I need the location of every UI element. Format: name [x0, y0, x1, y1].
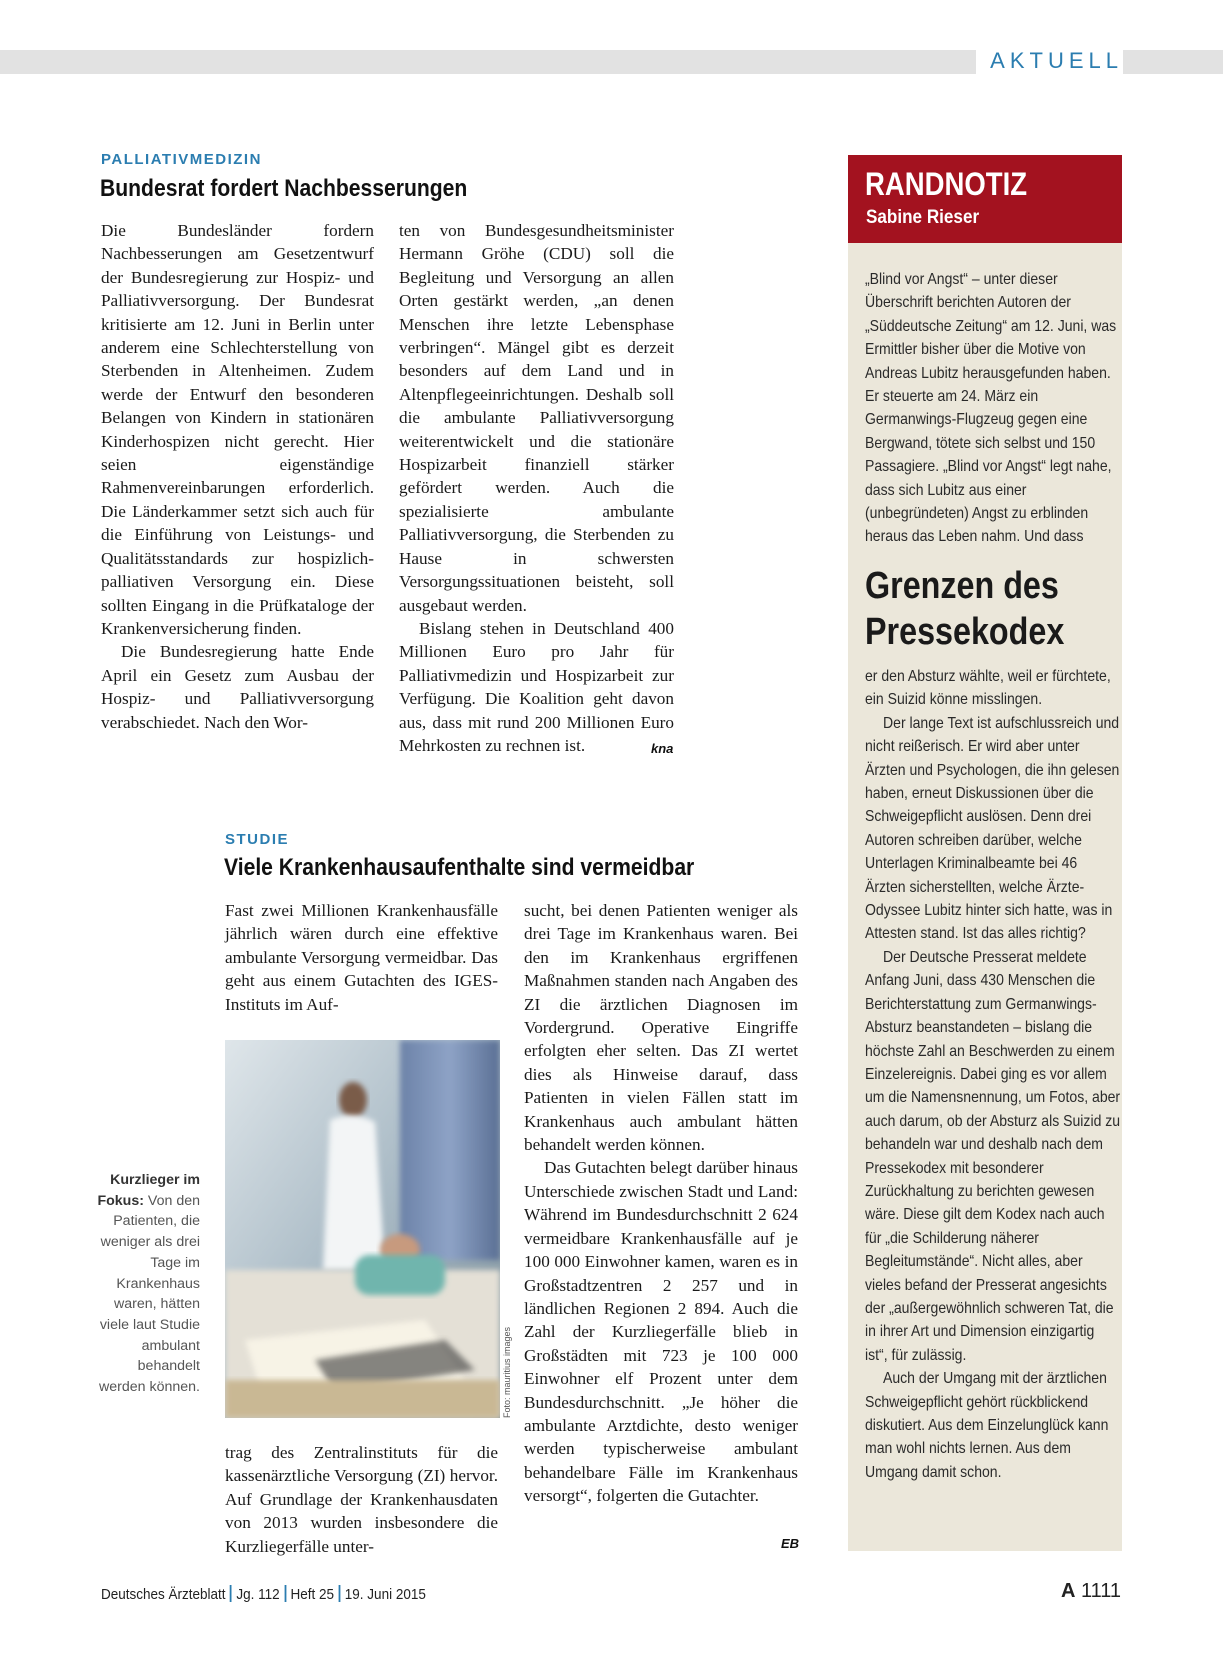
caption-lead: Kurzlieger im Fokus: — [97, 1172, 200, 1209]
article1-signature: kna — [651, 741, 674, 756]
footer-separator — [338, 1585, 340, 1602]
article2-column-1-top — [225, 899, 498, 1016]
paragraph: Das Gutachten belegt darüber hinaus Unterschiede zwischen Stadt und Land: Während im Bundesdurchschnitt 2 624 vermeidbare Krankenhausfälle auf je 100 000 Einwohner kamen, waren es in Großstadtzentren 2 257 und in ländlichen Regionen 2 894. Auch die Zahl der Kurzliegerfälle blieb in Großstädten mit 723 je 100 000 Einwohner elf Prozent unter dem Bundesdurchschnitt. „Je höher die ambulante Arztdichte, desto weniger werden typischerweise ambulant behandelbare Fälle im Krankenhaus versorgt“, folgerten die Gutachter. — [524, 1158, 798, 1506]
sidebar-big-title: Grenzen des Pressekodex — [865, 565, 1065, 653]
volume: Jg. 112 — [236, 1586, 280, 1603]
article2-signature: EB — [781, 1536, 800, 1551]
article1-headline: Bundesrat fordert Nachbesserungen — [100, 175, 468, 202]
hospital-photo — [225, 1040, 500, 1418]
paragraph: ten von Bundesgesundheitsminister Hermann Gröhe (CDU) soll die Begleitung und Versorgung an allen Orten gestärkt werden, „an denen Menschen ihre letzte Lebensphase verbringen“. Mängel gibt es derzeit besonders auf dem Land und in Altenpflegeeinrichtungen. Deshalb soll die ambulante Palliativversorgung weiterentwickelt und die stationäre Hospizarbeit finanziell stärker gefördert werden. Auch die spezialisierte ambulante Palliativversorgung, die Sterbenden zu Hause in schwersten Versorgungssituationen beisteht, soll ausgebaut werden. — [399, 221, 674, 615]
article1-column-2 — [399, 219, 674, 757]
photo-caption — [96, 1170, 200, 1398]
page-number — [1061, 1580, 1121, 1603]
paragraph: Bislang stehen in Deutschland 400 Millionen Euro pro Jahr für Palliativmedizin und Hospizarbeit zur Verfügung. Die Koalition geht davon aus, dass mit rund 200 Millionen Euro Mehrkosten zu rechnen ist. — [399, 618, 674, 755]
photo-credit: Foto: mauritius images — [502, 1326, 512, 1418]
article2-kicker: STUDIE — [225, 831, 290, 848]
sidebar-author: Sabine Rieser — [866, 207, 980, 228]
paragraph: Fast zwei Millionen Krankenhausfälle jährlich wären durch eine effektive ambulante Versorgung vermeidbar. Das geht aus einem Gutachten des IGES-Instituts im Auf- — [225, 901, 498, 1014]
article2-column-2 — [524, 899, 798, 1508]
page-number-value: 1111 — [1080, 1580, 1121, 1602]
journal-name: Deutsches Ärzteblatt — [101, 1586, 226, 1603]
article2-headline: Viele Krankenhausaufenthalte sind vermeidbar — [224, 854, 695, 881]
page-prefix: A — [1060, 1580, 1076, 1602]
paragraph: „Blind vor Angst“ – unter dieser Überschrift berichten Autoren der „Süddeutsche Zeitung“ am 12. Juni, was Ermittler bisher über die Motive von Andreas Lubitz herausgefunden haben. Er steuerte am 24. März ein Germanwings-Flugzeug gegen eine Bergwand, tötete sich selbst und 150 Passagiere. „Blind vor Angst“ legt nahe, dass sich Lubitz aus einer (unbegründeten) Angst zu erblinden heraus das Leben nahm. Und dass — [865, 271, 1117, 546]
issue-date: 19. Juni 2015 — [344, 1586, 426, 1603]
photo-illustration — [225, 1040, 500, 1418]
paragraph: Auch der Umgang mit der ärztlichen Schweigepflicht gehört rückblickend diskutiert. Aus dem Einzelunglück kann man wohl nichts lernen. Aus dem Umgang damit schon. — [865, 1370, 1109, 1481]
sidebar-intro — [865, 268, 1121, 549]
paragraph: Der Deutsche Presserat meldete Anfang Juni, dass 430 Menschen die Berichterstattung zum Germanwings-Absturz beanstandeten – bislang die höchste Zahl an Beschwerden zu einem Einzelereignis. Dabei ging es vor allem um die Namensnennung, um Fotos, aber auch darum, ob der Absturz als Suizid zu behandeln war und deshalb nach dem Pressekodex mit besonderer Zurückhaltung zu berichten gewesen wäre. Diese gilt dem Kodex nach auch für „die Schilderung näherer Begleitumstände“. Nicht alles, aber vieles befand der Presserat angesichts der „außergewöhnlich schweren Tat, die in ihrer Art und Dimension einzigartig ist“, für zulässig. — [865, 948, 1121, 1364]
sidebar-body — [865, 665, 1121, 1484]
footer-separator — [230, 1585, 232, 1602]
caption-text: Von den Patienten, die weniger als drei Tage im Krankenhaus waren, hätten viele laut Studie ambulant behandelt werden können. — [99, 1192, 200, 1396]
section-label: AKTUELL — [976, 48, 1123, 74]
article1-column-1 — [101, 219, 374, 734]
footer-separator — [284, 1585, 286, 1602]
issue: Heft 25 — [290, 1586, 334, 1603]
article1-kicker: PALLIATIVMEDIZIN — [101, 151, 262, 168]
footer — [101, 1585, 426, 1603]
paragraph: Die Bundesregierung hatte Ende April ein Gesetz zum Ausbau der Hospiz- und Palliativversorgung verabschiedet. Nach den Wor- — [101, 642, 374, 732]
paragraph: trag des Zentralinstituts für die kassenärztliche Versorgung (ZI) hervor. Auf Grundlage der Krankenhausdaten von 2013 wurden insbesondere die Kurzliegerfälle unter- — [225, 1443, 498, 1556]
paragraph: sucht, bei denen Patienten weniger als drei Tage im Krankenhaus waren. Bei den im Krankenhaus ergriffenen Maßnahmen standen nach Angaben des ZI die ärztlichen Diagnosen im Vordergrund. Operative Eingriffe erfolgten eher selten. Das ZI wertet dies als Hinweise darauf, dass Patienten in vielen Fällen statt im Krankenhaus auch ambulant hätten behandelt werden können. — [524, 901, 798, 1155]
sidebar-title: RANDNOTIZ — [865, 166, 1028, 202]
paragraph: Der lange Text ist aufschlussreich und nicht reißerisch. Er wird aber unter Ärzten und Psychologen, die ihn gelesen haben, erneut Diskussionen über die Schweigepflicht auslösen. Denn drei Autoren schreiben darüber, welche Unterlagen Kriminalbeamte bei 46 Ärzten sicherstellten, welche Ärzte-Odyssee Lubitz hinter sich hatte, was in Attesten stand. Ist das alles richtig? — [865, 714, 1120, 943]
paragraph: er den Absturz wählte, weil er fürchtete, ein Suizid könne misslingen. — [865, 668, 1111, 709]
paragraph: Die Bundesländer fordern Nachbesserungen am Gesetzentwurf der Bundesregierung zur Hospiz- und Palliativversorgung. Der Bundesrat kritisierte am 12. Juni in Berlin unter anderem eine Schlechterstellung von Sterbenden in Altenheimen. Zudem werde der Entwurf den besonderen Belangen von Kindern in stationären Kinderhospizen nicht gerecht. Hier seien eigenständige Rahmenvereinbarungen erforderlich. Die Länderkammer setzt sich auch für die Einführung von Leistungs- und Qualitätsstandards zur hospizlich-palliativen Versorgung ein. Diese sollten Eingang in die Prüfkataloge der Krankenversicherung finden. — [101, 221, 374, 638]
article2-column-1-bottom — [225, 1441, 498, 1558]
